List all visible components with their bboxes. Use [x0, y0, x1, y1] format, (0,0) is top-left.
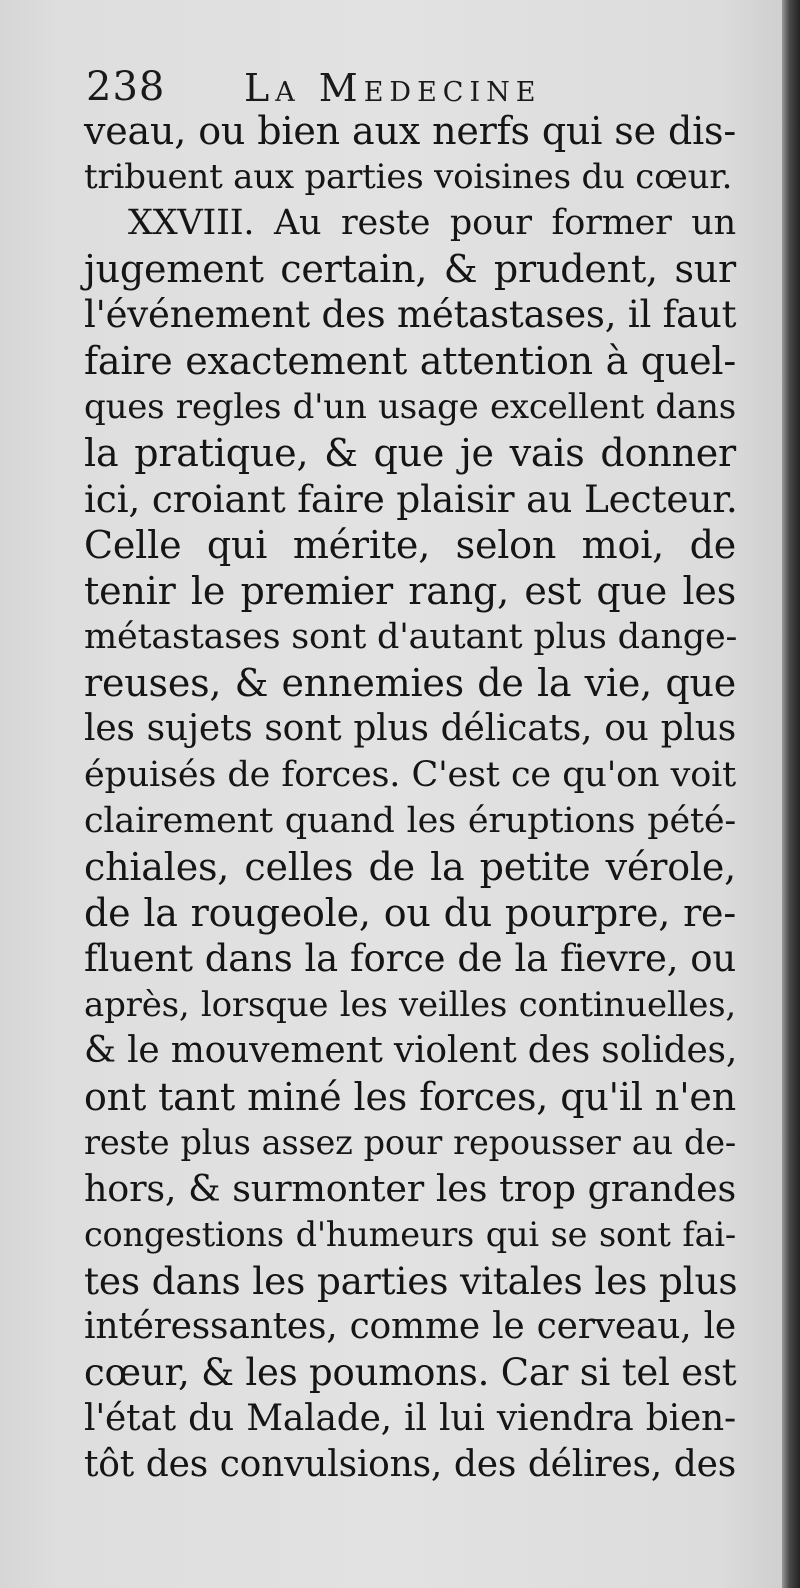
text-line: ont tant miné les forces, qu'il n'en — [84, 1075, 736, 1119]
text-line: la pratique, & que je vais donner — [84, 431, 736, 475]
running-head — [86, 56, 726, 116]
text-line: reste plus assez pour repousser au de- — [84, 1123, 736, 1162]
text-line: Celle qui mérite, selon moi, de — [84, 523, 736, 567]
text-line: faire exactement attention à quel- — [84, 339, 736, 383]
text-line: cœur, & les poumons. Car si tel est — [84, 1351, 737, 1394]
text-line: jugement certain, & prudent, sur — [84, 247, 736, 291]
text-line: clairement quand les éruptions pété- — [84, 801, 736, 841]
text-line: congestions d'humeurs qui se sont fai- — [84, 1215, 736, 1254]
text-line: fluent dans la force de la fievre, ou — [84, 937, 736, 980]
text-line: de la rougeole, ou du pourpre, re- — [84, 891, 736, 935]
running-title: La Medecine — [244, 66, 542, 110]
text-line: les sujets sont plus délicats, ou plus — [84, 708, 736, 749]
text-line: épuisés de forces. C'est ce qu'on voit — [84, 755, 736, 795]
text-line: & le mouvement violent des solides, — [84, 1030, 738, 1071]
text-line: ici, croiant faire plaisir au Lecteur. — [84, 477, 738, 521]
text-line: tenir le premier rang, est que les — [84, 569, 736, 613]
text-line: métastases sont d'autant plus dange- — [84, 617, 738, 657]
text-line: ques regles d'un usage excellent dans — [84, 387, 736, 427]
page-edge-shadow — [782, 0, 800, 1588]
text-line: l'état du Malade, il lui viendra bien- — [84, 1398, 736, 1439]
text-line: hors, & surmonter les trop grandes — [84, 1167, 736, 1210]
text-line: XXVIII. Au reste pour former un — [128, 203, 736, 243]
text-line: chiales, celles de la petite vérole, — [84, 845, 736, 889]
text-line: intéressantes, comme le cerveau, le — [84, 1306, 736, 1347]
page-number: 238 — [86, 64, 166, 110]
text-line: l'événement des métastases, il faut — [84, 293, 737, 336]
text-line: tôt des convulsions, des délires, des — [84, 1444, 736, 1485]
text-line: reuses, & ennemies de la vie, que — [84, 661, 736, 705]
body-text — [84, 108, 736, 1488]
text-line: tribuent aux parties voisines du cœur. — [84, 157, 733, 197]
text-line: après, lorsque les veilles continuelles, — [84, 985, 736, 1025]
text-line: veau, ou bien aux nerfs qui se dis- — [84, 109, 736, 153]
text-line: tes dans les parties vitales les plus — [84, 1259, 738, 1303]
